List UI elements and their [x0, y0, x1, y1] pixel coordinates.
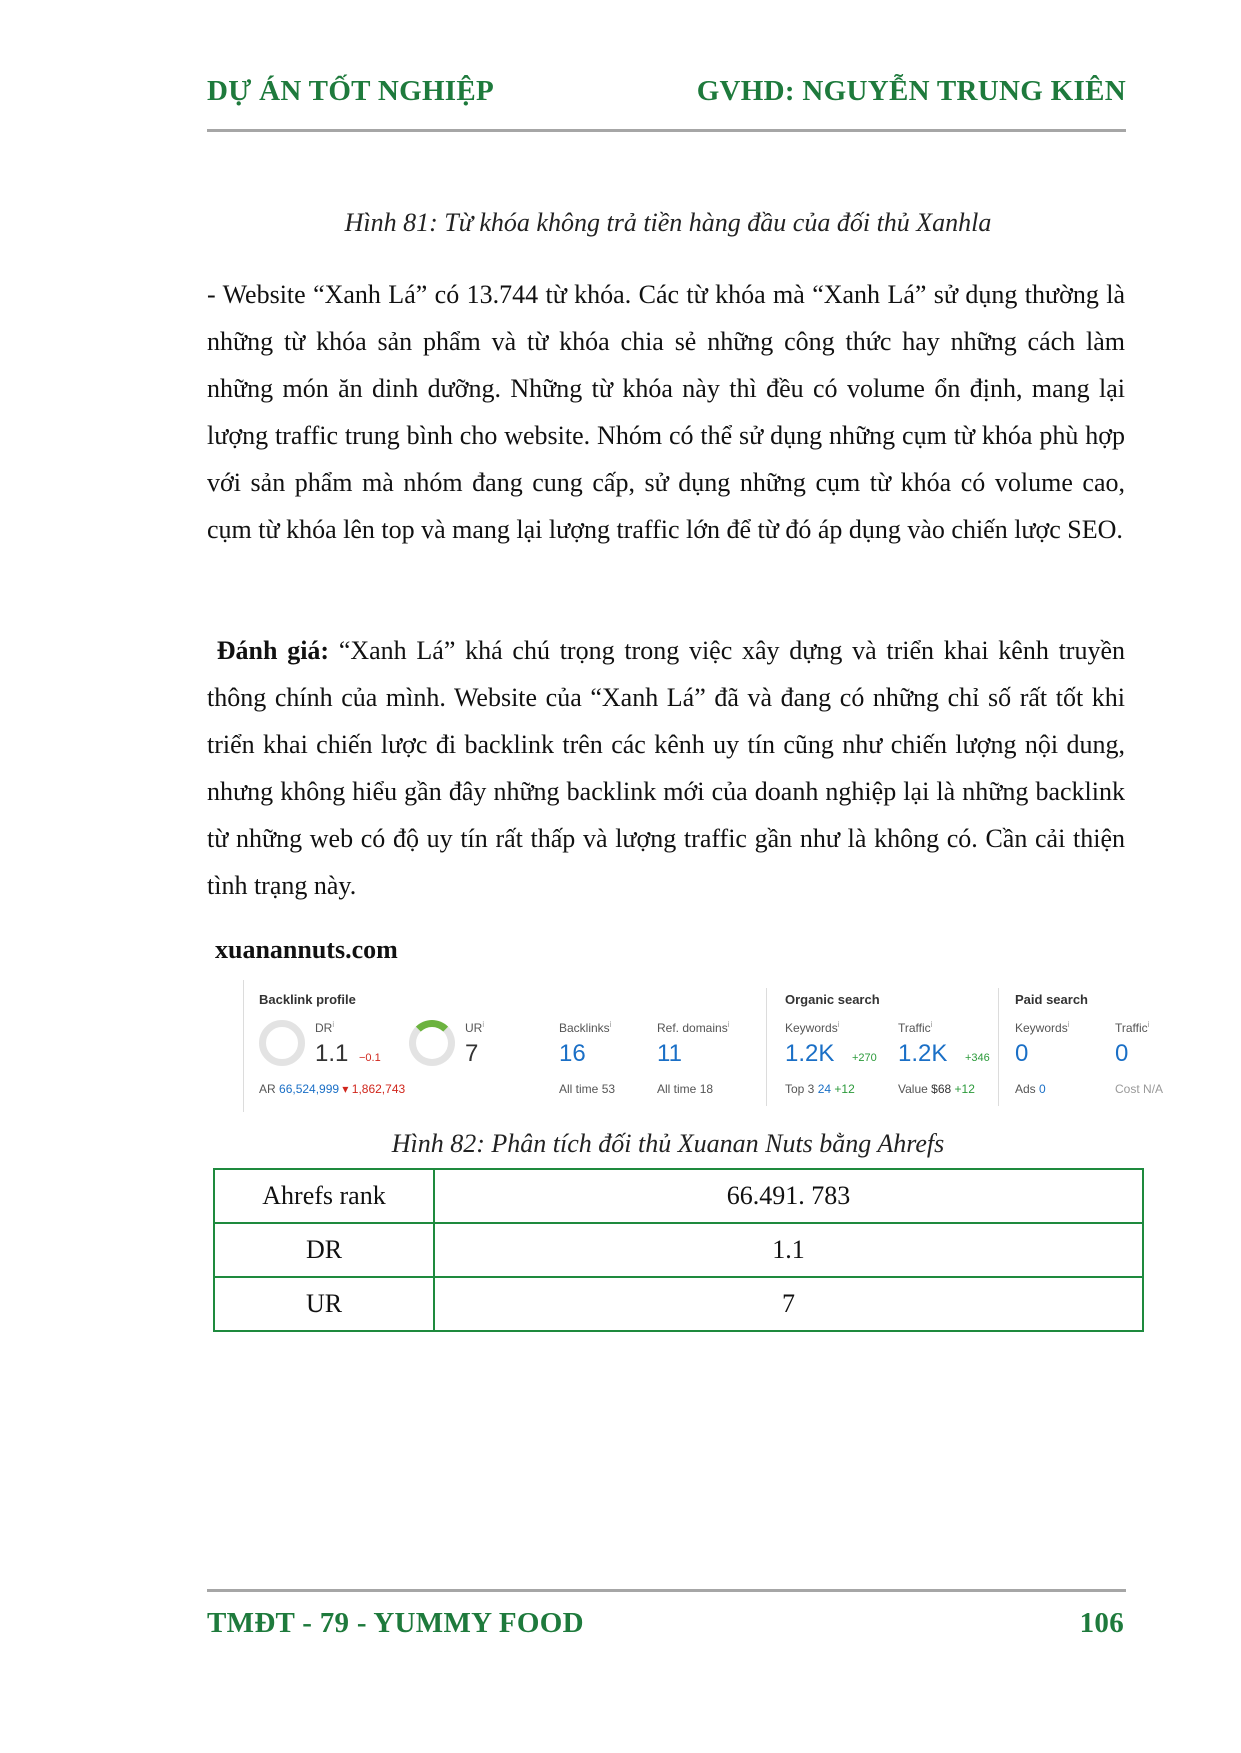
ahrefs-metrics-table: [213, 1168, 1144, 1332]
refdomains-value[interactable]: 11: [657, 1040, 682, 1067]
table-value: 1.1: [434, 1223, 1143, 1277]
paid-search-heading: Paid search: [1015, 992, 1088, 1007]
organic-keywords-label: Keywords$^i$: [785, 1020, 840, 1035]
organic-traffic-delta: +346: [965, 1052, 990, 1064]
footer-title: TMĐT - 79 - YUMMY FOOD: [207, 1607, 584, 1639]
dr-delta: −0.1: [359, 1052, 381, 1064]
figure-81-caption: Hình 81: Từ khóa không trả tiền hàng đầu của đối thủ Xanhla: [344, 208, 992, 237]
dr-label: $DR^i$: [315, 1020, 335, 1035]
dr-value: 1.1: [315, 1040, 349, 1067]
ur-value: 7: [465, 1040, 479, 1067]
panel-divider: [766, 988, 767, 1106]
header-advisor: GVHD: NGUYỄN TRUNG KIÊN: [696, 75, 1126, 107]
backlinks-value[interactable]: 16: [559, 1040, 586, 1067]
organic-search-heading: Organic search: [785, 992, 880, 1007]
paid-keywords-label: Keywords$^i$: [1015, 1020, 1070, 1035]
panel-left-border: [243, 980, 244, 1112]
paid-traffic-value[interactable]: 0: [1115, 1040, 1129, 1067]
table-row: [214, 1169, 1143, 1223]
assessment-label: Đánh giá:: [216, 636, 330, 665]
table-row: [214, 1277, 1143, 1331]
panel-divider: [998, 988, 999, 1106]
figure-82-caption: Hình 82: Phân tích đối thủ Xuanan Nuts bằng Ahrefs: [391, 1129, 945, 1158]
assessment-text: “Xanh Lá” khá chú trọng trong việc xây dựng và triển khai kênh truyền thông chính của mình. Website của “Xanh Lá” đã và đang có những chỉ số rất tốt khi triển khai chiến lược đi backlink trên các kênh uy tín cũng như chiến lượng nội dung, nhưng không hiểu gần đây những backlink mới của doanh nghiệp lại là những backlink từ những web có độ uy tín rất thấp và lượng traffic gần như là không có. Cần cải thiện tình trạng này.: [207, 636, 1126, 900]
table-row: [214, 1223, 1143, 1277]
refdomains-label: Ref. domains$^i$: [657, 1020, 730, 1035]
organic-traffic-value[interactable]: 1.2K: [898, 1040, 948, 1067]
refdomains-all-time: All time 18: [657, 1082, 714, 1096]
table-value: 66.491. 783: [434, 1169, 1143, 1223]
competitor-site-title: xuanannuts.com: [215, 935, 398, 964]
organic-keywords-delta: +270: [852, 1052, 877, 1064]
ahrefs-overview-panel: [243, 980, 1183, 1112]
footer-divider: [207, 1589, 1126, 1592]
organic-top3: Top 3 24 +12: [785, 1082, 855, 1096]
ur-donut-chart: [409, 1020, 455, 1066]
header-divider: [207, 129, 1126, 132]
table-key: UR: [214, 1277, 434, 1331]
header-title: DỰ ÁN TỐT NGHIỆP: [207, 75, 495, 107]
paid-ads: Ads 0: [1015, 1082, 1046, 1096]
backlink-profile-heading: Backlink profile: [259, 992, 356, 1007]
ar-metric: AR 66,524,999 ▾ 1,862,743: [259, 1082, 406, 1096]
ur-label: $UR^i$: [465, 1020, 485, 1035]
backlinks-label: Backlinks$^i$: [559, 1020, 612, 1035]
paragraph-keywords: - Website “Xanh Lá” có 13.744 từ khóa. Các từ khóa mà “Xanh Lá” sử dụng thường là những từ khóa sản phẩm và từ khóa chia sẻ những công thức hay những cách làm những món ăn dinh dưỡng. Những từ khóa này thì đều có volume ổn định, mang lại lượng traffic trung bình cho website. Nhóm có thể sử dụng những cụm từ khóa phù hợp với sản phẩm mà nhóm đang cung cấp, sử dụng những cụm từ khóa có volume cao, cụm từ khóa lên top và mang lại lượng traffic lớn để từ đó áp dụng vào chiến lược SEO.: [207, 280, 1125, 544]
paid-keywords-value[interactable]: 0: [1015, 1040, 1029, 1067]
table-key: DR: [214, 1223, 434, 1277]
dr-donut-chart: [259, 1020, 305, 1066]
paid-traffic-label: Traffic$^i$: [1115, 1020, 1150, 1035]
table-value: 7: [434, 1277, 1143, 1331]
paragraph-assessment: [207, 627, 1125, 909]
organic-keywords-value[interactable]: 1.2K: [785, 1040, 835, 1067]
backlinks-all-time: All time 53: [559, 1082, 616, 1096]
page-number: 106: [1079, 1607, 1124, 1639]
table-key: Ahrefs rank: [214, 1169, 434, 1223]
paid-cost: Cost N/A: [1115, 1082, 1164, 1096]
organic-value: Value $68 +12: [898, 1082, 975, 1096]
organic-traffic-label: Traffic$^i$: [898, 1020, 933, 1035]
